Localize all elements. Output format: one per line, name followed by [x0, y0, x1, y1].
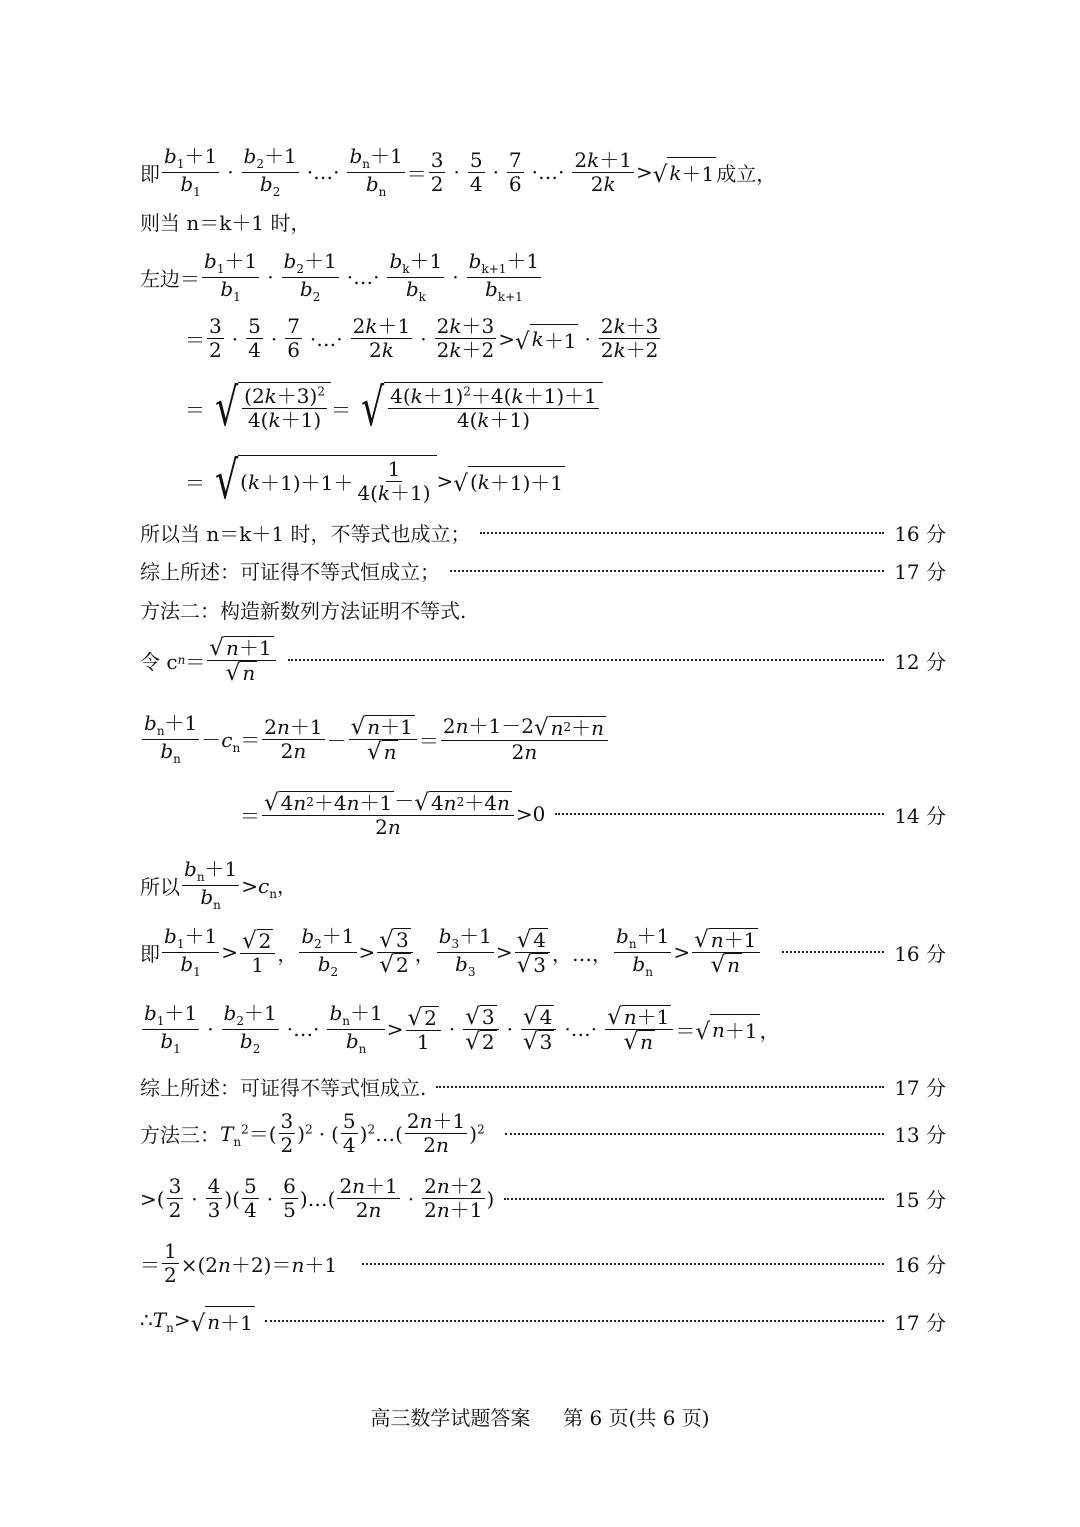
math-line-20: $\therefore T_n>$ √ n ＋1 17 分 — [140, 1307, 946, 1337]
score: 15 分 — [894, 1188, 946, 1212]
math-line-4: ＝ $\frac{3}{2}$ · $\frac{5}{4}$ · $\frac{7}{6}$ ·…· $\frac{2k+1}{2k}$ · $\frac{2k+3}{2k+2}$ > √ k ＋1 · $\frac{2k+3}{2k+2}$ — [185, 314, 659, 362]
text: 综上所述：可证得不等式恒成立； — [140, 560, 440, 584]
math-line-12: ＝ √ 4 n 2 ＋4 n ＋1 － √ 4 n 2 ＋4 n 2n >0 14 分 — [240, 789, 946, 839]
math-line-3: 左边＝ $\frac{b_1+1}{b_1}$ · $\frac{b_2+1}{b_2}$ ·…· $\frac{b_k+1}{b_k}$ · $\frac{b_{k+1}+1}{b_{k+1}}$ — [140, 249, 540, 304]
text: 成立， — [716, 161, 777, 186]
text: 则当 n＝k＋1 时， — [140, 211, 311, 235]
text: 左边＝ — [140, 266, 200, 291]
method-two-heading — [140, 595, 946, 624]
math-line-15: $\frac{b_1+1}{b_1}$ · $\frac{b_2+1}{b_2}$ ·…· $\frac{b_n+1}{b_n}$ > √ 2 1 · √ 3 √ 2 · √ 4 √ 3 ·…· √ n ＋1 √ n ＝ √ n ＋1 ， — [144, 1001, 780, 1056]
text: 方法二：构造新数列方法证明不等式. — [140, 599, 467, 623]
score: 13 分 — [894, 1123, 946, 1147]
score: 16 分 — [894, 522, 946, 546]
math-line-5: ＝ √ $\frac{(2k+3)^2}{4(k+1)}$ ＝ √ $\frac{4(k+1)^2+4(k+1)+1}{4(k+1)}$ — [185, 382, 946, 434]
text: 综上所述：可证得不等式恒成立. — [140, 1076, 427, 1100]
math-line-2 — [140, 207, 946, 236]
text: 即 — [140, 161, 160, 186]
math-line-10: 令 c n ＝ √ n ＋1 √ n 12 分 — [140, 634, 946, 686]
footer-title: 高三数学试题答案 — [370, 1406, 531, 1430]
math-line-17: 方法三： $T_n^2=$( $\frac{3}{2}$ )$^2$ · ( $\frac{5}{4}$ )$^2$…( $\frac{2n+1}{2n}$ )$^2$ 13 分 — [140, 1109, 946, 1157]
text: 所以当 n＝k＋1 时，不等式也成立； — [140, 522, 471, 546]
score-line — [140, 518, 946, 547]
math-line-1: 即 $\frac{b_1+1}{b_1}$ · $\frac{b_2+1}{b_2}$ ·…· $\frac{b_n+1}{b_n}$ ＝ $\frac{3}{2}$ · $\frac{5}{4}$ · $\frac{7}{6}$ ·…· $\frac{2k+1}{2k}$ > √ k ＋1 成立， — [140, 144, 777, 199]
text: 令 c — [140, 649, 178, 674]
footer-page-number: 第 6 页(共 6 页) — [563, 1406, 710, 1430]
text: 即 — [140, 941, 160, 966]
math-line-11: $\frac{b_n+1}{b_n}$ $-c_n=$ $\frac{2n+1}{2n}$ － √ n ＋1 √ n ＝ 2n＋1－2 √ n 2 ＋ n 2n — [140, 712, 946, 767]
math-line-6: ＝ √ ( k ＋1)＋1＋ $\frac{1}{4(k+1)}$ > √ ( k ＋1)＋1 — [185, 451, 564, 511]
score: 16 分 — [894, 1253, 946, 1277]
text: 所以 — [140, 874, 180, 899]
page-footer — [0, 1402, 1080, 1431]
math-line-19: ＝ $\frac{1}{2}$ ×(2n＋2)＝n＋1 16 分 — [140, 1239, 946, 1287]
score: 17 分 — [894, 1076, 946, 1100]
score-line — [140, 556, 946, 585]
score: 12 分 — [894, 649, 946, 674]
score: 16 分 — [894, 941, 946, 966]
score-line — [140, 1072, 946, 1101]
score: 17 分 — [894, 560, 946, 584]
math-line-14: 即 $\frac{b_1+1}{b_1}$ > √ 2 1 ， $\frac{b_2+1}{b_2}$ > √ 3 √ 2 ， $\frac{b_3+1}{b_3}$ > √ 4 √ 3 ，…， $\frac{b_n+1}{b_n}$ > √ n ＋1 √ n 16 分 — [140, 924, 946, 979]
score: 17 分 — [894, 1310, 946, 1335]
math-line-18: >( $\frac{3}{2}$ · $\frac{4}{3}$ )( $\frac{5}{4}$ · $\frac{6}{5}$ )…( $\frac{2n+1}{2n}$ · $\frac{2n+2}{2n+1}$ ) 15 分 — [140, 1174, 946, 1222]
text: 方法三： — [140, 1123, 220, 1147]
score: 14 分 — [894, 803, 946, 828]
math-line-13: 所以 $\frac{b_n+1}{b_n}$ $>c_n$， — [140, 857, 297, 912]
